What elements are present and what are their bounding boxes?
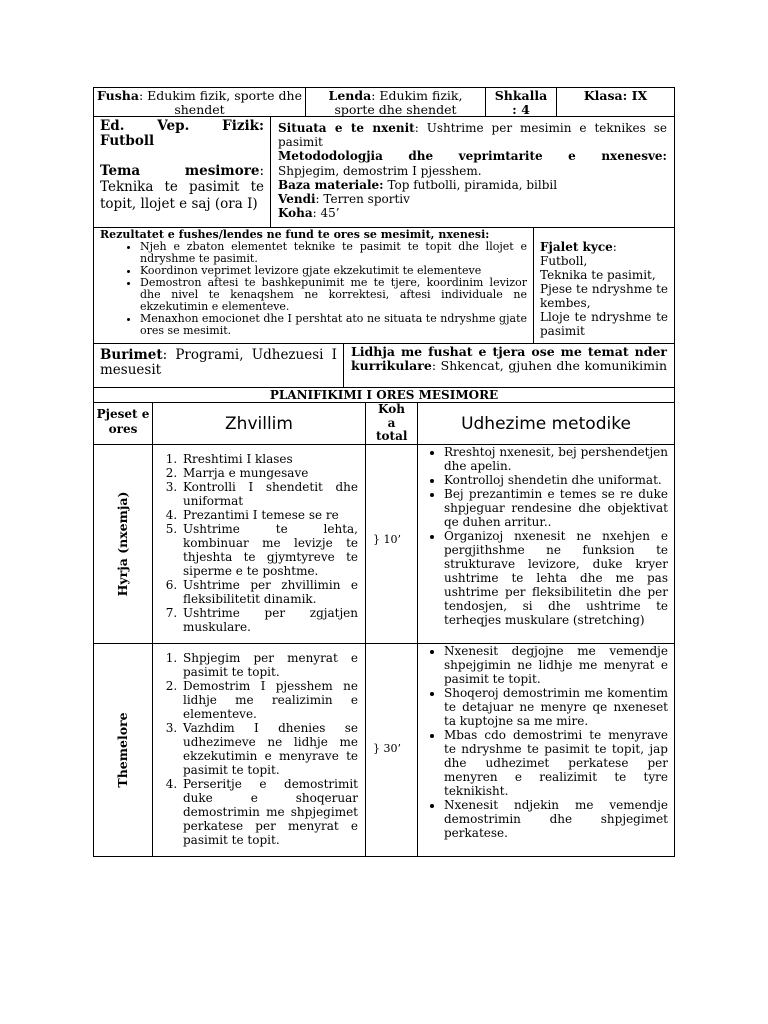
keywords-title: Fjalet kyce: [540, 240, 613, 254]
baza-label: Baza materiale:: [278, 178, 384, 192]
results-item: • Njeh e zbaton elementet teknike te pasimit te topit dhe llojet e ndryshme te pasimit.: [140, 241, 527, 265]
guidance-item: • Bej prezantimin e temes se re duke shpjeguar rendesine dhe objektivat qe duhen arritur..: [444, 487, 668, 529]
burimet-value: : Programi, Udhezuesi I mesuesit: [100, 347, 337, 378]
results-item: • Menaxhon emocionet dhe I pershtat ato ne situata te ndryshme gjate ores se mesimit.: [140, 313, 527, 337]
vendi-label: Vendi: [278, 192, 316, 206]
keyword-item: Pjese te ndryshme te kembes,: [540, 282, 668, 310]
time-cell: } 10’: [365, 444, 418, 644]
situata-label: Situata e te nxenit: [278, 121, 415, 135]
burimet-cell: [93, 343, 344, 388]
phase-label: Hyrja (nxemja): [115, 491, 130, 597]
guidance-item: • Nxenesit ndjekin me vemendje demostrimin dhe shpjegimet perkatese.: [444, 798, 668, 840]
step-item: 3. Kontrolli I shendetit dhe uniformat: [181, 480, 358, 508]
tema-value: Teknika te pasimit te topit, llojet e saj (ora I): [100, 179, 264, 212]
time-cell: } 30’: [365, 643, 418, 857]
phase-label: Themelore: [115, 712, 130, 788]
shkalla-label: Shkalla: [494, 88, 548, 103]
lidhja-value: : Shkencat, gjuhen dhe komunikimin: [431, 358, 667, 373]
step-item: 3. Vazhdim I dhenies se udhezimeve ne lidhje me ekzekutimin e menyrave te pasimit te topit.: [181, 721, 358, 777]
metodologjia-value: Shpjegim, demostrim I pjesshem.: [278, 164, 482, 178]
keyword-item: Futboll,: [540, 254, 588, 268]
results-item: • Koordinon veprimet levizore gjate ekzekutimit te elementeve: [140, 265, 527, 277]
koha-value: : 45’: [312, 206, 340, 220]
guidance-item: • Mbas cdo demostrimi te menyrave te ndryshme te pasimit te topit, jap dhe udhezimet perkatese per menyren e realizimit te tyre teknikisht.: [444, 728, 668, 798]
guidance-item: • Nxenesit degjojne me vemendje shpejgimin ne lidhje me menyrat e pasimit te topit.: [444, 644, 668, 686]
step-item: 2. Marrja e mungesave: [181, 466, 358, 480]
step-item: 4. Prezantimi I temese se re: [181, 508, 358, 522]
guidance-item: • Rreshtoj nxenesit, bej pershendetjen dhe apelin.: [444, 445, 668, 473]
guidance-item: • Organizoj nxenesit ne nxehjen e pergjithshme ne funksion te strukturave levizore, duke kryer ushtrime te lehta dhe me pas ushtrime per fleksibilitetin dhe per tendosjen, si dhe ushtrime te terheqjes muskulare (stretching): [444, 529, 668, 627]
guidance-item: • Shoqeroj demostrimin me komentim te detajuar ne menyre qe nxeneset ta kuptojne sa me mire.: [444, 686, 668, 728]
klasa-label: Klasa: IX: [583, 88, 648, 103]
results-cell: [93, 227, 534, 344]
plan-title: PLANIFIKIMI I ORES MESIMORE: [93, 387, 675, 403]
keywords-cell: Fjalet kyce: Futboll, Teknika te pasimit, Pjese te ndryshme te kembes, Lloje te ndryshme te pasimit: [533, 227, 675, 344]
step-item: 1. Rreshtimi I klases: [181, 452, 358, 466]
step-item: 7. Ushtrime per zgjatjen muskulare.: [181, 606, 358, 634]
lenda-label: Lenda: [328, 88, 372, 103]
results-title: Rezultatet e fushes/lendes ne fund te ores se mesimit, nxenesi:: [100, 228, 490, 241]
step-item: 5. Ushtrime te lehta, kombinuar me levizje te thjeshta te gjymtyreve te siperme e te poshtme.: [181, 522, 358, 578]
situata-value: : Ushtrime per mesimin e teknikes se pasimit: [278, 121, 667, 149]
shkalla-value: 4: [521, 102, 530, 117]
results-item: • Demostron aftesi te bashkepunimit me te tjere, koordinim levizor dhe nivel te kenaqshem ne korrektesi, aftesi individuale ne ekzekutimin e elementeve.: [140, 277, 527, 313]
col-header-udhezime: Udhezime metodike: [417, 402, 675, 445]
fusha-label: Fusha: [97, 88, 139, 103]
guidance-cell: [417, 643, 675, 857]
fusha-value: : Edukim fizik, sporte dhe shendet: [139, 88, 302, 117]
metodologjia-label: Metododologjia dhe veprimtarite e nxenesve:: [278, 149, 667, 163]
lidhja-cell: [343, 343, 675, 388]
lenda-cell: [305, 87, 486, 117]
step-item: 6. Ushtrime per zhvillimin e fleksibilitetit dinamik.: [181, 578, 358, 606]
guidance-cell: [417, 444, 675, 644]
step-item: 1. Shpjegim per menyrat e pasimit te topit.: [181, 651, 358, 679]
lenda-value: : Edukim fizik, sporte dhe shendet: [334, 88, 463, 117]
shkalla-cell: Shkalla : 4: [485, 87, 557, 117]
burimet-label: Burimet: [100, 347, 163, 363]
step-item: 4. Perseritje e demostrimit duke e shoqeruar demostrimin me shpjegimet perkatese per menyrat e pasimit te topit.: [181, 777, 358, 847]
steps-cell: [152, 444, 366, 644]
lidhja-label: Lidhja me fushat e tjera ose me temat nder kurrikulare: [351, 344, 667, 373]
guidance-item: • Kontrolloj shendetin dhe uniformat.: [444, 473, 668, 487]
fusha-cell: [93, 87, 306, 117]
tema-label: Tema mesimore: [100, 163, 260, 179]
steps-cell: [152, 643, 366, 857]
step-item: 2. Demostrim I pjesshem ne lidhje me realizimin e elementeve.: [181, 679, 358, 721]
topic-cell: Ed. Vep. Fizik: Futboll Tema mesimore: Teknika te pasimit te topit, llojet e saj (ora I): [93, 116, 271, 228]
keyword-item: Teknika te pasimit,: [540, 268, 656, 282]
subject-title: Ed. Vep. Fizik: Futboll: [100, 118, 264, 149]
phase-cell: [93, 643, 153, 857]
phase-cell: [93, 444, 153, 644]
col-header-pjeset: Pjeset e ores: [93, 402, 153, 445]
situation-cell: [270, 116, 675, 228]
col-header-koha: Koh a total: [365, 402, 418, 445]
col-header-zhvillim: Zhvillim: [152, 402, 366, 445]
klasa-cell: [556, 87, 675, 117]
koha-label: Koha: [278, 206, 313, 220]
vendi-value: : Terren sportiv: [315, 192, 410, 206]
keyword-item: Lloje te ndryshme te pasimit: [540, 310, 668, 338]
baza-value: Top futbolli, piramida, bilbil: [383, 178, 558, 192]
